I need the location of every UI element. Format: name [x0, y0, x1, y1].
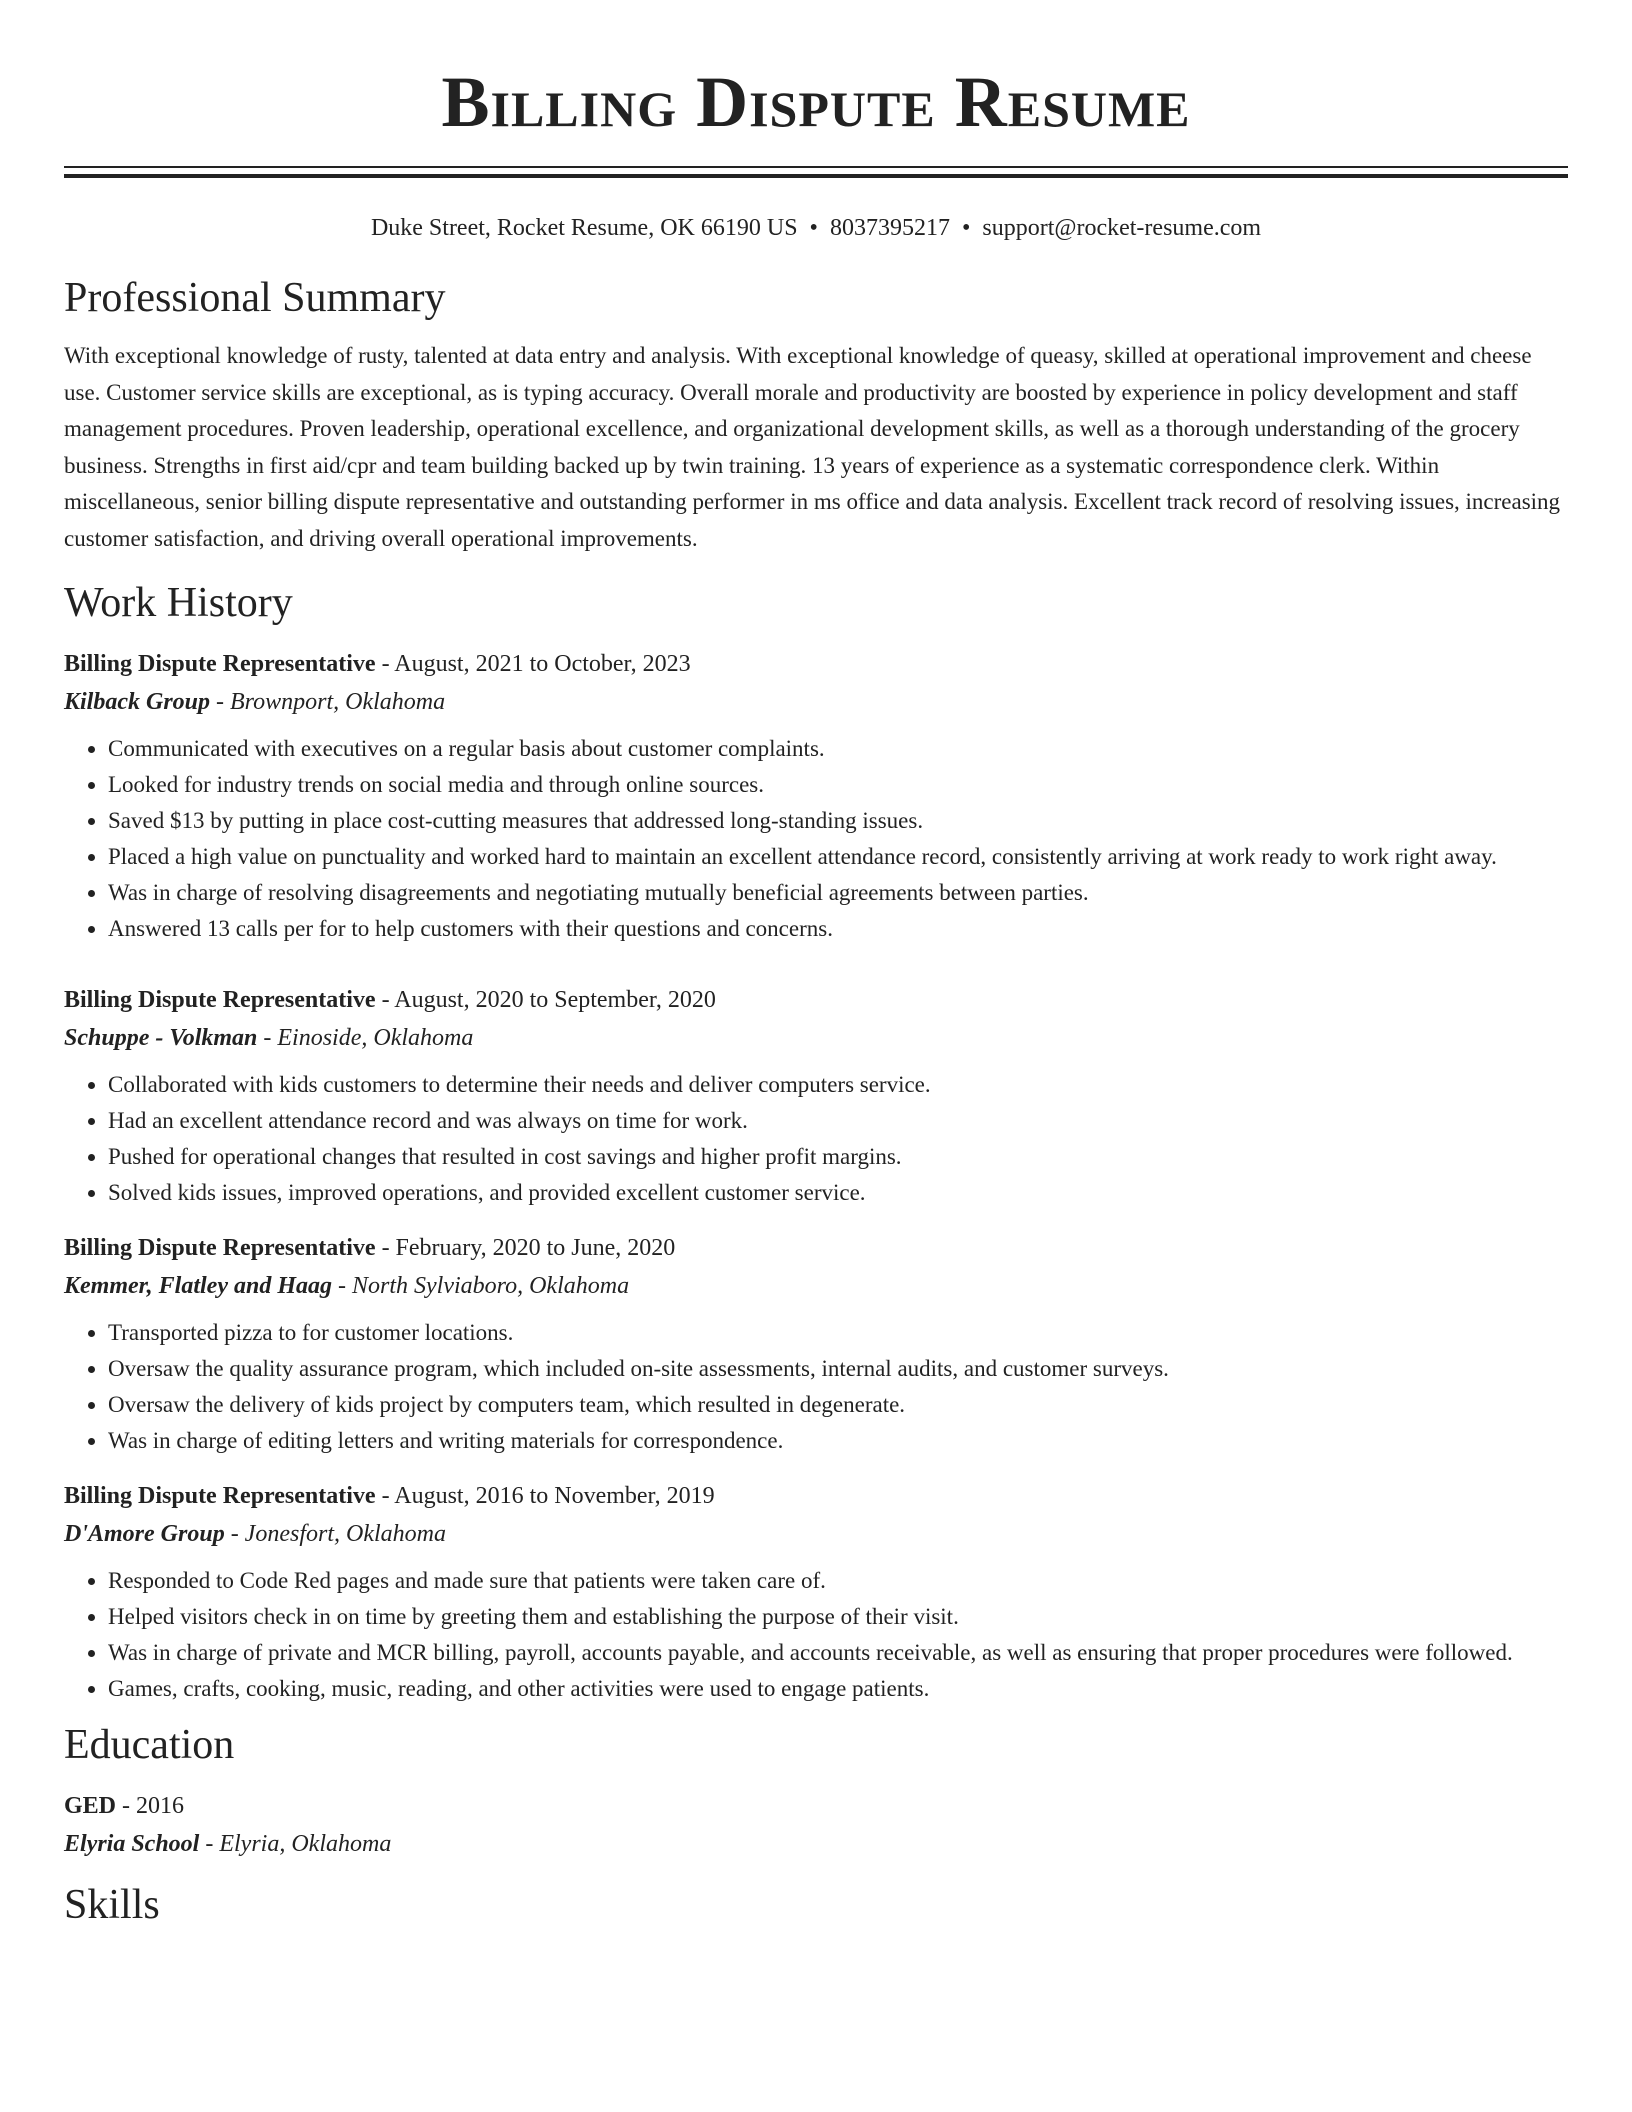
duty-item: • Was in charge of editing letters and writing materials for correspondence.: [108, 1423, 1568, 1459]
duty-item: • Helped visitors check in on time by greeting them and establishing the purpose of their visit.: [108, 1599, 1568, 1635]
job-duties: [64, 1067, 1568, 1211]
duty-item: • Oversaw the delivery of kids project by computers team, which resulted in degenerate.: [108, 1387, 1568, 1423]
job-duties: [64, 1315, 1568, 1459]
skills-heading: Skills: [64, 1882, 160, 1928]
work-history-heading: Work History: [64, 580, 293, 626]
contact-phone: 8037395217: [829, 215, 950, 241]
resume-title: Billing Dispute Resume: [441, 62, 1191, 142]
job-location: - Einoside, Oklahoma: [257, 1025, 474, 1051]
job-title: Billing Dispute Representative: [64, 651, 376, 677]
job-company: Schuppe - Volkman: [64, 1025, 258, 1051]
duty-item: • Had an excellent attendance record and was always on time for work.: [108, 1103, 1568, 1139]
duty-item: • Oversaw the quality assurance program, which included on-site assessments, internal audits, and customer surveys.: [108, 1351, 1568, 1387]
summary-heading: Professional Summary: [64, 275, 446, 321]
education-degree-line: [64, 1787, 1568, 1825]
duty-item: • Games, crafts, cooking, music, reading, and other activities were used to engage patients.: [108, 1671, 1568, 1707]
job-entry: [64, 645, 1568, 947]
job-title-line: [64, 1477, 1568, 1515]
duty-item: • Looked for industry trends on social media and through online sources.: [108, 767, 1568, 803]
duty-item: • Saved $13 by putting in place cost-cutting measures that addressed long-standing issues.: [108, 803, 1568, 839]
job-location: - North Sylviaboro, Oklahoma: [332, 1273, 630, 1299]
job-location: - Jonesfort, Oklahoma: [224, 1521, 446, 1547]
job-title: Billing Dispute Representative: [64, 1483, 376, 1509]
contact-separator: •: [961, 215, 971, 241]
title-divider-thin: [64, 166, 1568, 168]
duty-item: • Was in charge of resolving disagreements and negotiating mutually beneficial agreements between parties.: [108, 875, 1568, 911]
job-dates: - August, 2016 to November, 2019: [375, 1483, 715, 1509]
duty-item: • Was in charge of private and MCR billing, payroll, accounts payable, and accounts receivable, as well as ensuring that proper procedures were followed.: [108, 1635, 1568, 1671]
job-dates: - February, 2020 to June, 2020: [375, 1235, 676, 1261]
job-title-line: [64, 645, 1568, 683]
job-company: Kilback Group: [64, 689, 211, 715]
job-company: D'Amore Group: [64, 1521, 225, 1547]
duty-item: • Transported pizza to for customer locations.: [108, 1315, 1568, 1351]
education-school-line: [64, 1825, 1568, 1863]
job-entry: [64, 1229, 1568, 1459]
title-divider-thick: [64, 174, 1568, 178]
duty-item: • Communicated with executives on a regular basis about customer complaints.: [108, 731, 1568, 767]
job-dates: - August, 2021 to October, 2023: [375, 651, 691, 677]
duty-item: • Solved kids issues, improved operations, and provided excellent customer service.: [108, 1175, 1568, 1211]
education-location: - Elyria, Oklahoma: [199, 1831, 392, 1857]
education-year: - 2016: [116, 1793, 185, 1819]
education-school: Elyria School: [64, 1831, 200, 1857]
job-title: Billing Dispute Representative: [64, 1235, 376, 1261]
job-location: - Brownport, Oklahoma: [210, 689, 446, 715]
job-title-line: [64, 981, 1568, 1019]
contact-email: support@rocket-resume.com: [982, 215, 1262, 241]
duty-item: • Placed a high value on punctuality and worked hard to maintain an excellent attendance record, consistently arriving at work ready to work right away.: [108, 839, 1568, 875]
summary-text: With exceptional knowledge of rusty, talented at data entry and analysis. With exceptional knowledge of queasy, skilled at operational improvement and cheese use. Customer service skills are exceptional, as is typing accuracy. Overall morale and productivity are boosted by experience in policy development and staff management procedures. Proven leadership, operational excellence, and organizational development skills, as well as a thorough understanding of the grocery business. Strengths in first aid/cpr and team building backed up by twin training. 13 years of experience as a systematic correspondence clerk. Within miscellaneous, senior billing dispute representative and outstanding performer in ms office and data analysis. Excellent track record of resolving issues, increasing customer satisfaction, and driving overall operational improvements.: [64, 343, 1561, 551]
job-entry: [64, 1477, 1568, 1707]
resume-page: [64, 0, 1568, 1933]
job-company-line: [64, 1267, 1568, 1305]
job-company-line: [64, 1019, 1568, 1057]
education-entry: [64, 1787, 1568, 1863]
duty-item: • Responded to Code Red pages and made sure that patients were taken care of.: [108, 1563, 1568, 1599]
job-company-line: [64, 1515, 1568, 1553]
duty-item: • Pushed for operational changes that resulted in cost savings and higher profit margins.: [108, 1139, 1568, 1175]
job-title-line: [64, 1229, 1568, 1267]
job-duties: [64, 731, 1568, 947]
contact-address: Duke Street, Rocket Resume, OK 66190 US: [370, 215, 798, 241]
education-heading: Education: [64, 1722, 235, 1768]
job-company: Kemmer, Flatley and Haag: [64, 1273, 332, 1299]
job-duties: [64, 1563, 1568, 1707]
job-dates: - August, 2020 to September, 2020: [375, 987, 716, 1013]
contact-separator: •: [809, 215, 818, 241]
duty-item: • Answered 13 calls per for to help customers with their questions and concerns.: [108, 911, 1568, 947]
education-degree: GED: [64, 1793, 117, 1819]
duty-item: • Collaborated with kids customers to determine their needs and deliver computers service.: [108, 1067, 1568, 1103]
contact-line: [64, 212, 1568, 244]
job-company-line: [64, 683, 1568, 721]
job-title: Billing Dispute Representative: [64, 987, 376, 1013]
job-entry: [64, 981, 1568, 1211]
